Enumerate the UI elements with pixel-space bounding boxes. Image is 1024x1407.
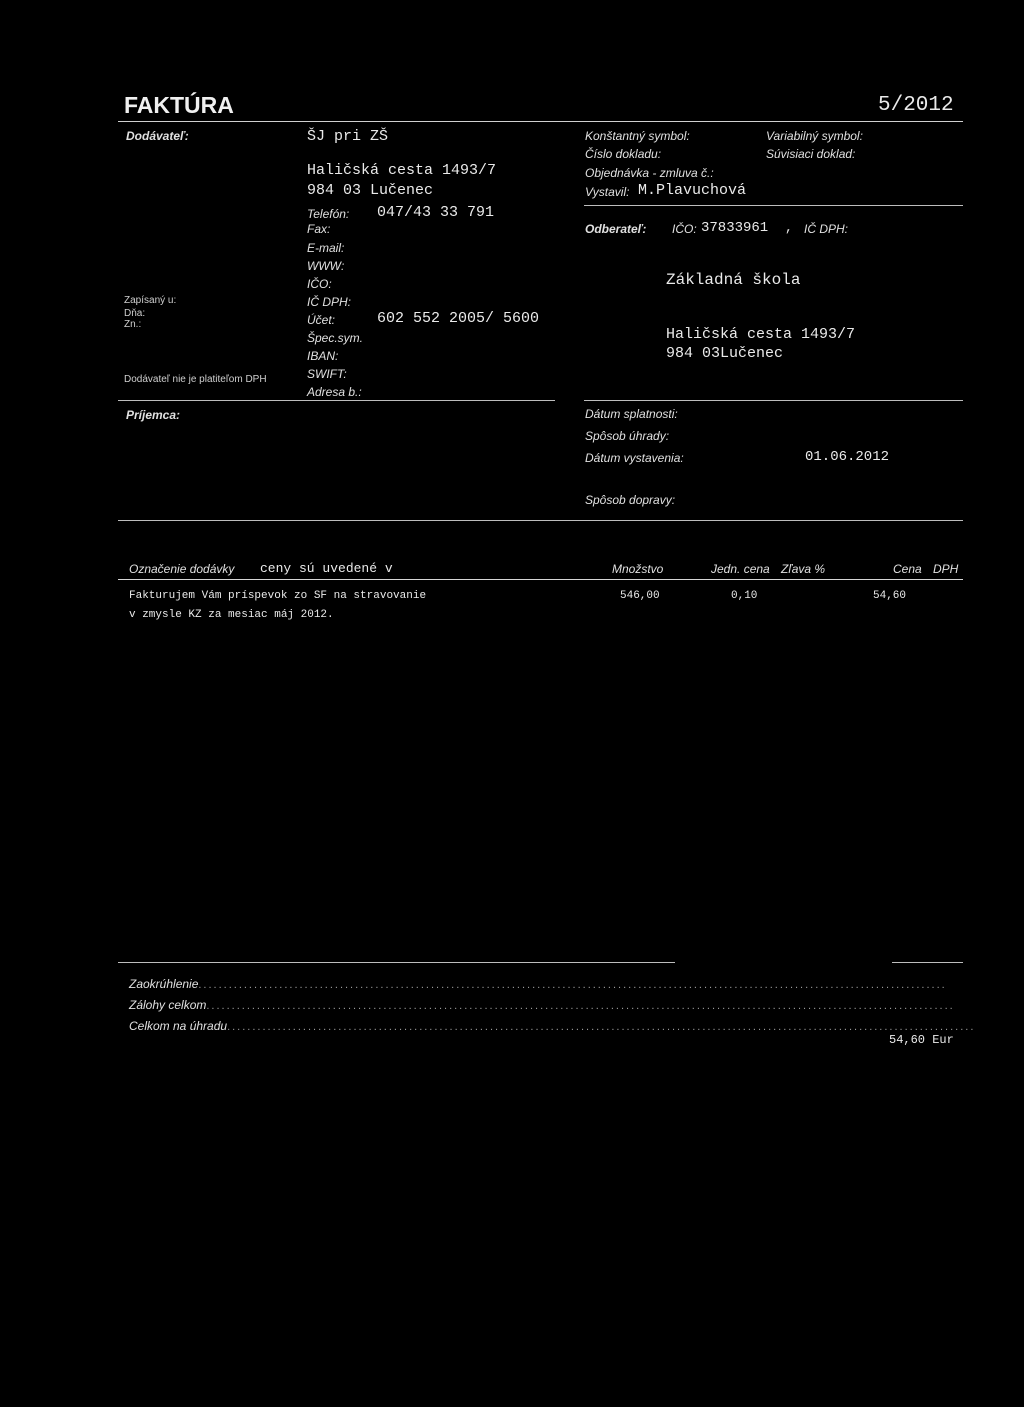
recipient-label: Príjemca: — [126, 408, 181, 422]
header-divider — [118, 121, 963, 122]
totals-divider-right — [892, 962, 963, 963]
registered-zn-label: Zn.: — [124, 319, 142, 330]
row-description-line2: v zmysle KZ za mesiac máj 2012. — [129, 609, 334, 621]
var-symbol-label: Variabilný symbol: — [766, 129, 863, 143]
celkom-label: Celkom na úhradu — [129, 1019, 228, 1033]
customer-label: Odberateľ: — [585, 222, 647, 236]
col-oznacenie: Označenie dodávky — [129, 562, 235, 576]
customer-icdph-label: IČ DPH: — [804, 222, 849, 236]
vystavil-label: Vystavil: — [585, 185, 630, 199]
customer-street: Haličská cesta 1493/7 — [666, 326, 856, 343]
account-label: Účet: — [307, 313, 336, 327]
objednavka-label: Objednávka - zmluva č.: — [585, 166, 714, 180]
registered-label: Zapísaný u: — [124, 295, 177, 306]
www-label: WWW: — [307, 259, 345, 273]
swift-label: SWIFT: — [307, 367, 347, 381]
adresa-label: Adresa b.: — [307, 385, 362, 399]
row-cena: 54,60 — [873, 590, 907, 602]
iban-label: IBAN: — [307, 349, 339, 363]
recipient-divider-right — [584, 400, 963, 401]
col-zlava: Zľava % — [781, 562, 826, 576]
account-value: 602 552 2005/ 5600 — [377, 310, 540, 327]
supplier-label: Dodávateľ: — [126, 129, 189, 143]
customer-separator: , — [785, 220, 793, 235]
prices-note: ceny sú uvedené v — [260, 561, 393, 576]
supplier-ico-label: IČO: — [307, 277, 332, 291]
row-mnozstvo: 546,00 — [620, 590, 660, 602]
table-header-divider — [118, 579, 963, 580]
dates-divider — [118, 520, 963, 521]
registered-day-label: Dňa: — [124, 308, 146, 319]
invoice-title: FAKTÚRA — [124, 92, 234, 118]
zaokruhlenie-label: Zaokrúhlenie — [129, 977, 199, 991]
col-cena: Cena — [893, 562, 922, 576]
splatnost-label: Dátum splatnosti: — [585, 407, 678, 421]
col-dph: DPH — [933, 562, 959, 576]
recipient-divider-left — [118, 400, 555, 401]
supplier-street: Haličská cesta 1493/7 — [307, 162, 497, 179]
email-label: E-mail: — [307, 241, 345, 255]
zalohy-label: Zálohy celkom — [129, 998, 207, 1012]
specsym-label: Špec.sym. — [307, 331, 364, 345]
customer-name: Základná škola — [666, 271, 801, 289]
zalohy-row: Zálohy celkom.................................................................................................................................................... — [129, 998, 955, 1012]
celkom-value: 54,60 Eur — [889, 1033, 954, 1047]
vystavenia-value: 01.06.2012 — [805, 449, 890, 465]
supplier-icdph-label: IČ DPH: — [307, 295, 352, 309]
supplier-name: ŠJ pri ZŠ — [307, 128, 389, 145]
zaokruhlenie-row: Zaokrúhlenie.................................................................................................................................................... — [129, 977, 947, 991]
doc-info-divider — [584, 205, 963, 206]
row-description-line1: Fakturujem Vám príspevok zo SF na stravovanie — [129, 590, 427, 602]
totals-divider-left — [118, 962, 675, 963]
phone-label: Telefón: — [307, 207, 350, 221]
col-jedn-cena: Jedn. cena — [711, 562, 770, 576]
customer-ico-label: IČO: — [672, 222, 697, 236]
supplier-city: 984 03 Lučenec — [307, 182, 434, 199]
fax-label: Fax: — [307, 222, 331, 236]
doprava-label: Spôsob dopravy: — [585, 493, 676, 507]
phone-value: 047/43 33 791 — [377, 204, 495, 221]
vat-note: Dodávateľ nie je platiteľom DPH — [124, 374, 267, 385]
sposob-uhrady-label: Spôsob úhrady: — [585, 429, 670, 443]
col-mnozstvo: Množstvo — [612, 562, 664, 576]
invoice-number: 5/2012 — [878, 94, 954, 117]
vystavenia-label: Dátum vystavenia: — [585, 451, 684, 465]
suvisiaci-label: Súvisiaci doklad: — [766, 147, 856, 161]
customer-ico: 37833961 — [701, 220, 769, 236]
vystavil-value: M.Plavuchová — [638, 182, 747, 199]
customer-city: 984 03Lučenec — [666, 345, 784, 362]
celkom-row: Celkom na úhradu.................................................................................................................................................... — [129, 1019, 976, 1033]
konst-symbol-label: Konštantný symbol: — [585, 129, 690, 143]
row-jedn-cena: 0,10 — [731, 590, 758, 602]
cislo-dokladu-label: Číslo dokladu: — [585, 147, 662, 161]
